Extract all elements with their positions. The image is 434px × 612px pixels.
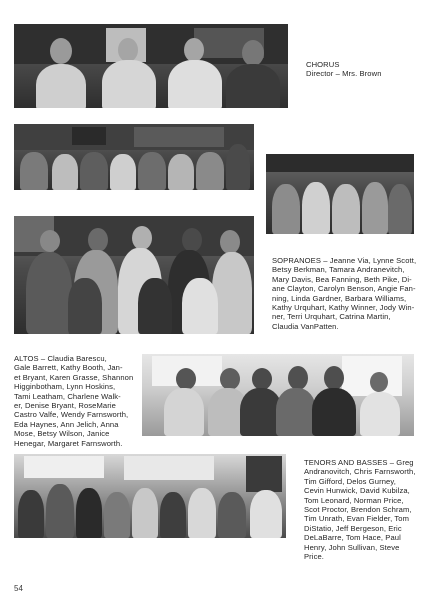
chorus-group-photo <box>14 24 288 108</box>
chorus-room-photo <box>14 124 254 190</box>
sopranos-list: SOPRANOES – Jeanne Via, Lynne Scott, Betsy Berkman, Tamara Andranevitch, Mary Davis, Bea Fanning, Beth Pike, Di- ane Clayton, Carolyn Benson, Angie Fan- ning, Linda Gardner, Barbara Williams, Kathy Urquhart, Kathy Winner, Jody Win- ner, Terri Urquhart, Catrina Martin, Claudia VanPatten. <box>272 256 417 331</box>
altos-list: ALTOS – Claudia Barescu, Gale Barrett, Kathy Booth, Jan- et Bryant, Karen Grasse, Shannon Higginbotham, Lynn Hoskins, Tami Leatham, Charlene Walk- er, Denise Bryant, RoseMarie Castro Valfe, Wendy Farnsworth, Eda Haynes, Ann Jelich, Anna Mose, Betsy Wilson, Janice Henegar, Margaret Farnsworth. <box>14 354 134 448</box>
chorus-director: Director – Mrs. Brown <box>306 69 382 78</box>
tenors-basses-photo <box>14 454 286 538</box>
chorus-heading: CHORUS <box>306 60 340 69</box>
altos-photo <box>142 354 414 436</box>
page-number: 54 <box>14 584 23 593</box>
sopranos-photo <box>14 216 254 334</box>
tenors-basses-list: TENORS AND BASSES – Greg Andranovitch, Chris Farnsworth, Tim Gifford, Delos Gurney, Cevin Hunwick, David Kubilza, Tom Leonard, Norman Price, Scot Proctor, Brendon Schram, Tim Unrath, Evan Fielder, Tom DiStatio, Jeff Bergeson, Eric DeLaBarre, Tom Hace, Paul Henry, John Sullivan, Steve Price. <box>304 458 416 562</box>
chorus-audience-photo <box>266 154 414 234</box>
